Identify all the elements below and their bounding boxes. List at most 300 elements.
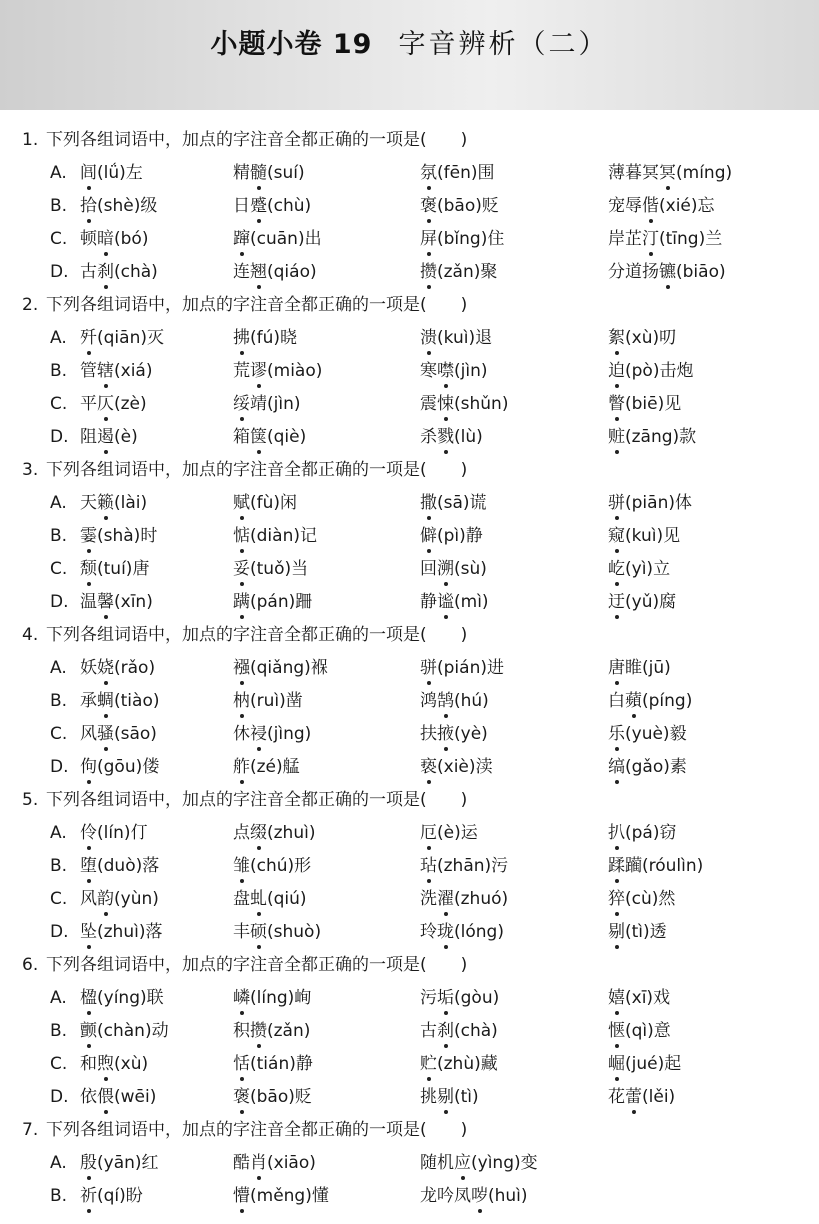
pinyin: (tì) <box>625 922 650 942</box>
dotted-char <box>625 1081 642 1114</box>
dotted-char-text: 崛 <box>608 1054 625 1074</box>
word-suffix: 污 <box>491 856 509 876</box>
dotted-char-text: 翘 <box>250 262 267 282</box>
dotted-char-text: 刹 <box>437 1021 454 1041</box>
word-suffix: 兰 <box>705 229 723 249</box>
word-item <box>608 1015 671 1048</box>
word-suffix: 藏 <box>480 1054 498 1074</box>
dotted-char <box>97 421 114 454</box>
word-item <box>420 1180 528 1213</box>
word-item <box>420 718 488 751</box>
dotted-char-text: 溯 <box>437 559 454 579</box>
dotted-char-text: 祲 <box>250 724 267 744</box>
question-stem <box>0 619 819 652</box>
word-prefix: 休 <box>233 724 250 744</box>
word-suffix: 跚 <box>295 592 313 612</box>
pinyin: (tuí) <box>97 559 133 579</box>
word-suffix: 渎 <box>475 757 493 777</box>
word-prefix: 洗 <box>420 889 437 909</box>
word-item <box>80 1015 169 1048</box>
pinyin: (rǎo) <box>114 658 156 678</box>
word-suffix: 见 <box>663 526 681 546</box>
word-item <box>608 256 726 289</box>
dotted-char <box>233 520 250 553</box>
word-suffix: 透 <box>649 922 667 942</box>
dotted-char <box>80 850 97 883</box>
word-suffix: 窃 <box>659 823 677 843</box>
word-prefix: 杀 <box>420 427 437 447</box>
word-suffix: 体 <box>674 493 692 513</box>
word-suffix: 静 <box>465 526 483 546</box>
dotted-char-text: 戮 <box>437 427 454 447</box>
pinyin: (sù) <box>454 559 487 579</box>
dotted-char-text: 娆 <box>97 658 114 678</box>
dotted-char <box>420 322 437 355</box>
option-row <box>0 190 819 223</box>
dotted-char-text: 拂 <box>233 328 250 348</box>
dotted-char <box>437 1015 454 1048</box>
word-item <box>608 520 680 553</box>
dotted-char-text: 拾 <box>80 196 97 216</box>
word-suffix: 运 <box>460 823 478 843</box>
word-suffix: 睢(jū) <box>625 658 671 678</box>
word-suffix: 偻 <box>142 757 160 777</box>
option-letter: A. <box>50 988 67 1008</box>
pinyin: (yíng) <box>97 988 147 1008</box>
question-number: 1. <box>22 130 39 150</box>
word-prefix: 静 <box>420 592 437 612</box>
dotted-char <box>97 718 114 751</box>
dotted-char-text: 楹 <box>80 988 97 1008</box>
dotted-char-text: 蜩 <box>97 691 114 711</box>
question-1 <box>0 124 819 289</box>
pinyin: (shè) <box>97 196 141 216</box>
dotted-char <box>437 1081 454 1114</box>
pinyin: (yìng) <box>471 1153 521 1173</box>
dotted-char-text: 褒 <box>233 1087 250 1107</box>
pinyin: (bó) <box>114 229 149 249</box>
question-number: 5. <box>22 790 39 810</box>
pinyin: (wēi) <box>114 1087 157 1107</box>
pinyin: (zhān) <box>437 856 492 876</box>
option-letter: B. <box>50 691 68 711</box>
word-item <box>233 355 322 388</box>
dotted-char-text: 偕 <box>642 196 659 216</box>
dotted-char <box>233 322 250 355</box>
word-suffix: 动 <box>151 1021 169 1041</box>
word-prefix: 连 <box>233 262 250 282</box>
pinyin: (pián) <box>437 658 487 678</box>
pinyin: (qiè) <box>267 427 307 447</box>
dotted-char-text: 攒 <box>250 1021 267 1041</box>
question-number: 2. <box>22 295 39 315</box>
pinyin: (chù) <box>267 196 312 216</box>
pinyin: (pá) <box>625 823 660 843</box>
pinyin: (lóng) <box>454 922 504 942</box>
pinyin: (zǎn) <box>267 1021 311 1041</box>
word-prefix: 龙吟凤 <box>420 1186 471 1206</box>
dotted-char-text: 惦 <box>233 526 250 546</box>
pinyin: (xù) <box>114 1054 149 1074</box>
word-suffix: 静 <box>295 1054 313 1074</box>
dotted-char-text: 硕 <box>250 922 267 942</box>
dotted-char-text: 偎 <box>97 1087 114 1107</box>
dotted-char <box>233 982 250 1015</box>
pinyin: (lěi) <box>642 1087 676 1107</box>
dotted-char-text: 剔 <box>437 1087 454 1107</box>
word-prefix: 挑 <box>420 1087 437 1107</box>
dotted-char <box>608 718 625 751</box>
dotted-char <box>80 817 97 850</box>
dotted-char-text: 亵 <box>420 757 437 777</box>
dotted-char-text: 溃 <box>420 328 437 348</box>
pinyin: (shǔn) <box>454 394 509 414</box>
word-suffix: 意 <box>653 1021 671 1041</box>
dotted-char <box>233 1048 250 1081</box>
pinyin: (bāo) <box>250 1087 295 1107</box>
dotted-char <box>437 883 454 916</box>
dotted-char <box>250 190 267 223</box>
pinyin: (gǎo) <box>625 757 670 777</box>
word-item <box>80 685 159 718</box>
dotted-char <box>233 223 250 256</box>
question-text: 下列各组词语中，加点的字注音全都正确的一项是( ) <box>46 130 468 150</box>
dotted-char <box>420 223 437 256</box>
option-letter: C. <box>50 889 68 909</box>
word-item <box>608 1081 675 1114</box>
dotted-char-text: 玷 <box>420 856 437 876</box>
dotted-char <box>97 355 114 388</box>
pinyin: (ruì) <box>250 691 286 711</box>
dotted-char <box>608 916 625 949</box>
dotted-char <box>80 916 97 949</box>
option-row <box>0 718 819 751</box>
pinyin: (shà) <box>97 526 141 546</box>
dotted-char-text: 缟 <box>608 757 625 777</box>
pinyin: (xiè) <box>437 757 476 777</box>
pinyin: (xù) <box>625 328 660 348</box>
dotted-char <box>233 751 250 784</box>
dotted-char-text: 瞥 <box>608 394 625 414</box>
dotted-char <box>608 1048 625 1081</box>
dotted-char-text: 妥 <box>233 559 250 579</box>
pinyin: (jìn) <box>454 361 488 381</box>
dotted-char <box>250 1015 267 1048</box>
pinyin: (kuì) <box>625 526 664 546</box>
dotted-char <box>437 355 454 388</box>
word-prefix: 管 <box>80 361 97 381</box>
word-item <box>420 190 499 223</box>
word-item <box>420 652 504 685</box>
word-item <box>420 1147 538 1180</box>
dotted-char-text: 刹 <box>97 262 114 282</box>
pinyin: (miào) <box>267 361 323 381</box>
word-item <box>420 751 493 784</box>
option-letter: C. <box>50 1054 68 1074</box>
dotted-char-text: 祈 <box>80 1186 97 1206</box>
dotted-char <box>97 685 114 718</box>
word-suffix: 毅 <box>669 724 687 744</box>
pinyin: (zé) <box>250 757 283 777</box>
dotted-char <box>80 322 97 355</box>
dotted-char-text: 嶙 <box>233 988 250 1008</box>
dotted-char-text: 髓 <box>250 163 267 183</box>
dotted-char <box>659 256 676 289</box>
word-item <box>420 586 489 619</box>
dotted-char-text: 乐 <box>608 724 625 744</box>
dotted-char <box>608 388 625 421</box>
word-suffix: 戏 <box>653 988 671 1008</box>
pinyin: (xīn) <box>114 592 153 612</box>
pinyin: (biāo) <box>676 262 726 282</box>
word-item <box>233 1081 312 1114</box>
dotted-char <box>97 256 114 289</box>
pinyin: (hú) <box>454 691 489 711</box>
word-suffix: 变 <box>520 1153 538 1173</box>
pinyin: (líng) <box>250 988 295 1008</box>
option-row <box>0 1147 819 1180</box>
word-prefix: 古 <box>420 1021 437 1041</box>
option-letter: D. <box>50 757 69 777</box>
dotted-char-text: 蘋 <box>625 691 642 711</box>
pinyin: (lù) <box>454 427 483 447</box>
word-item <box>420 916 504 949</box>
dotted-char <box>437 685 454 718</box>
word-item <box>233 553 308 586</box>
pinyin: (qì) <box>625 1021 654 1041</box>
question-6 <box>0 949 819 1114</box>
pinyin: (tuǒ) <box>250 559 292 579</box>
option-row <box>0 751 819 784</box>
dotted-char <box>608 586 625 619</box>
word-suffix: 谎 <box>469 493 487 513</box>
pinyin: (jìng) <box>267 724 312 744</box>
word-prefix: 依 <box>80 1087 97 1107</box>
word-suffix: 见 <box>664 394 682 414</box>
word-item <box>608 751 687 784</box>
option-letter: A. <box>50 493 67 513</box>
pinyin: (zāng) <box>625 427 680 447</box>
word-item <box>80 586 153 619</box>
dotted-char <box>608 883 625 916</box>
option-row <box>0 487 819 520</box>
pinyin: (tì) <box>454 1087 479 1107</box>
pinyin: (yùn) <box>114 889 159 909</box>
word-suffix: 红 <box>141 1153 159 1173</box>
word-suffix: 住 <box>487 229 505 249</box>
word-item <box>80 1147 159 1180</box>
word-prefix: 宠辱 <box>608 196 642 216</box>
dotted-char <box>420 652 437 685</box>
word-item <box>608 685 692 718</box>
word-item <box>80 421 138 454</box>
word-item <box>233 685 303 718</box>
dotted-char <box>437 553 454 586</box>
word-item <box>420 322 492 355</box>
word-item <box>608 157 732 190</box>
pinyin: (mì) <box>454 592 489 612</box>
pinyin: (biē) <box>625 394 665 414</box>
emphasis-dot <box>87 1209 91 1213</box>
word-item <box>233 1147 316 1180</box>
dotted-char-text: 襁 <box>233 658 250 678</box>
word-suffix: 然 <box>658 889 676 909</box>
word-item <box>80 190 157 223</box>
dotted-char <box>420 751 437 784</box>
word-prefix: 古 <box>80 262 97 282</box>
word-item <box>80 916 162 949</box>
dotted-char <box>80 751 97 784</box>
dotted-char <box>97 652 114 685</box>
option-row <box>0 850 819 883</box>
word-item <box>233 586 312 619</box>
word-item <box>233 487 297 520</box>
dotted-char <box>250 421 267 454</box>
word-prefix: 阻 <box>80 427 97 447</box>
word-prefix: 承 <box>80 691 97 711</box>
question-number: 4. <box>22 625 39 645</box>
dotted-char-text: 煦 <box>97 1054 114 1074</box>
dotted-char <box>608 817 625 850</box>
word-prefix: 温 <box>80 592 97 612</box>
option-letter: C. <box>50 559 68 579</box>
word-suffix: 时 <box>140 526 158 546</box>
word-item <box>233 916 321 949</box>
dotted-char <box>420 850 437 883</box>
pinyin: (yì) <box>625 559 654 579</box>
word-prefix: 扶 <box>420 724 437 744</box>
dotted-char-text: 哕 <box>471 1186 488 1206</box>
word-item <box>233 1048 313 1081</box>
dotted-char <box>420 1048 437 1081</box>
pinyin: (qiān) <box>97 328 147 348</box>
option-row <box>0 421 819 454</box>
word-item <box>608 487 692 520</box>
dotted-char <box>233 652 250 685</box>
dotted-char-text: 颤 <box>80 1021 97 1041</box>
dotted-char-text: 嬉 <box>608 988 625 1008</box>
pinyin: (chú) <box>250 856 295 876</box>
word-suffix: 盼 <box>125 1186 143 1206</box>
dotted-char <box>608 982 625 1015</box>
word-item <box>233 157 305 190</box>
option-row <box>0 1081 819 1114</box>
pinyin: (qiáo) <box>267 262 317 282</box>
dotted-char <box>420 157 437 190</box>
dotted-char <box>608 1015 625 1048</box>
word-item <box>233 751 300 784</box>
pinyin: (yuè) <box>625 724 670 744</box>
dotted-char-text: 冥 <box>659 163 676 183</box>
pinyin: (chàn) <box>97 1021 152 1041</box>
pinyin: (xié) <box>659 196 698 216</box>
dotted-char-text: 恬 <box>233 1054 250 1074</box>
question-stem <box>0 289 819 322</box>
option-letter: A. <box>50 1153 67 1173</box>
dotted-char-text: 歼 <box>80 328 97 348</box>
page-title <box>0 22 819 61</box>
dotted-char <box>233 586 250 619</box>
dotted-char <box>233 685 250 718</box>
word-prefix: 寒 <box>420 361 437 381</box>
question-text: 下列各组词语中，加点的字注音全都正确的一项是( ) <box>46 295 468 315</box>
question-text: 下列各组词语中，加点的字注音全都正确的一项是( ) <box>46 460 468 480</box>
word-item <box>80 322 164 355</box>
dotted-char <box>80 982 97 1015</box>
question-number: 6. <box>22 955 39 975</box>
word-suffix: 素 <box>669 757 687 777</box>
word-suffix: 级 <box>140 196 158 216</box>
pinyin: (qiú) <box>267 889 307 909</box>
word-prefix: 薄暮冥 <box>608 163 659 183</box>
word-item <box>420 520 483 553</box>
option-letter: A. <box>50 658 67 678</box>
word-item <box>80 1180 143 1213</box>
dotted-char <box>608 322 625 355</box>
word-suffix: 贬 <box>481 196 499 216</box>
word-suffix: 联 <box>146 988 164 1008</box>
dotted-char <box>608 520 625 553</box>
pinyin: (suí) <box>267 163 305 183</box>
dotted-char-text: 屏 <box>420 229 437 249</box>
pinyin: (è) <box>114 427 138 447</box>
option-row <box>0 388 819 421</box>
word-prefix: 随机 <box>420 1153 454 1173</box>
dotted-char-text: 绥 <box>233 394 250 414</box>
dotted-char-text: 蹿 <box>233 229 250 249</box>
dotted-char-text: 馨 <box>97 592 114 612</box>
word-item <box>420 256 497 289</box>
emphasis-dot <box>240 1209 244 1213</box>
word-item <box>420 553 487 586</box>
question-stem <box>0 949 819 982</box>
word-prefix: 妖 <box>80 658 97 678</box>
option-letter: A. <box>50 163 67 183</box>
dotted-char <box>80 1015 97 1048</box>
dotted-char-text: 濯 <box>437 889 454 909</box>
word-prefix: 点 <box>233 823 250 843</box>
pinyin: (jué) <box>625 1054 665 1074</box>
word-item <box>80 223 148 256</box>
word-suffix: 叨 <box>659 328 677 348</box>
question-stem <box>0 454 819 487</box>
word-item <box>233 421 306 454</box>
word-prefix: 箱 <box>233 427 250 447</box>
option-row <box>0 1180 819 1213</box>
dotted-char <box>97 388 114 421</box>
word-prefix: 和 <box>80 1054 97 1074</box>
pinyin: (pò) <box>625 361 660 381</box>
dotted-char-text: 攒 <box>420 262 437 282</box>
dotted-char-text: 骈 <box>420 658 437 678</box>
dotted-char <box>97 1048 114 1081</box>
question-list <box>0 124 819 1213</box>
dotted-char-text: 殷 <box>80 1153 97 1173</box>
dotted-char <box>437 916 454 949</box>
word-suffix: 靖(jìn) <box>250 394 301 414</box>
question-3 <box>0 454 819 619</box>
dotted-char <box>659 157 676 190</box>
dotted-char <box>642 190 659 223</box>
dotted-char-text: 惬 <box>608 1021 625 1041</box>
option-letter: B. <box>50 1021 68 1041</box>
word-prefix: 污 <box>420 988 437 1008</box>
dotted-char <box>97 223 114 256</box>
option-row <box>0 256 819 289</box>
dotted-char <box>608 421 625 454</box>
word-suffix: 褓 <box>310 658 328 678</box>
word-suffix: 出 <box>304 229 322 249</box>
